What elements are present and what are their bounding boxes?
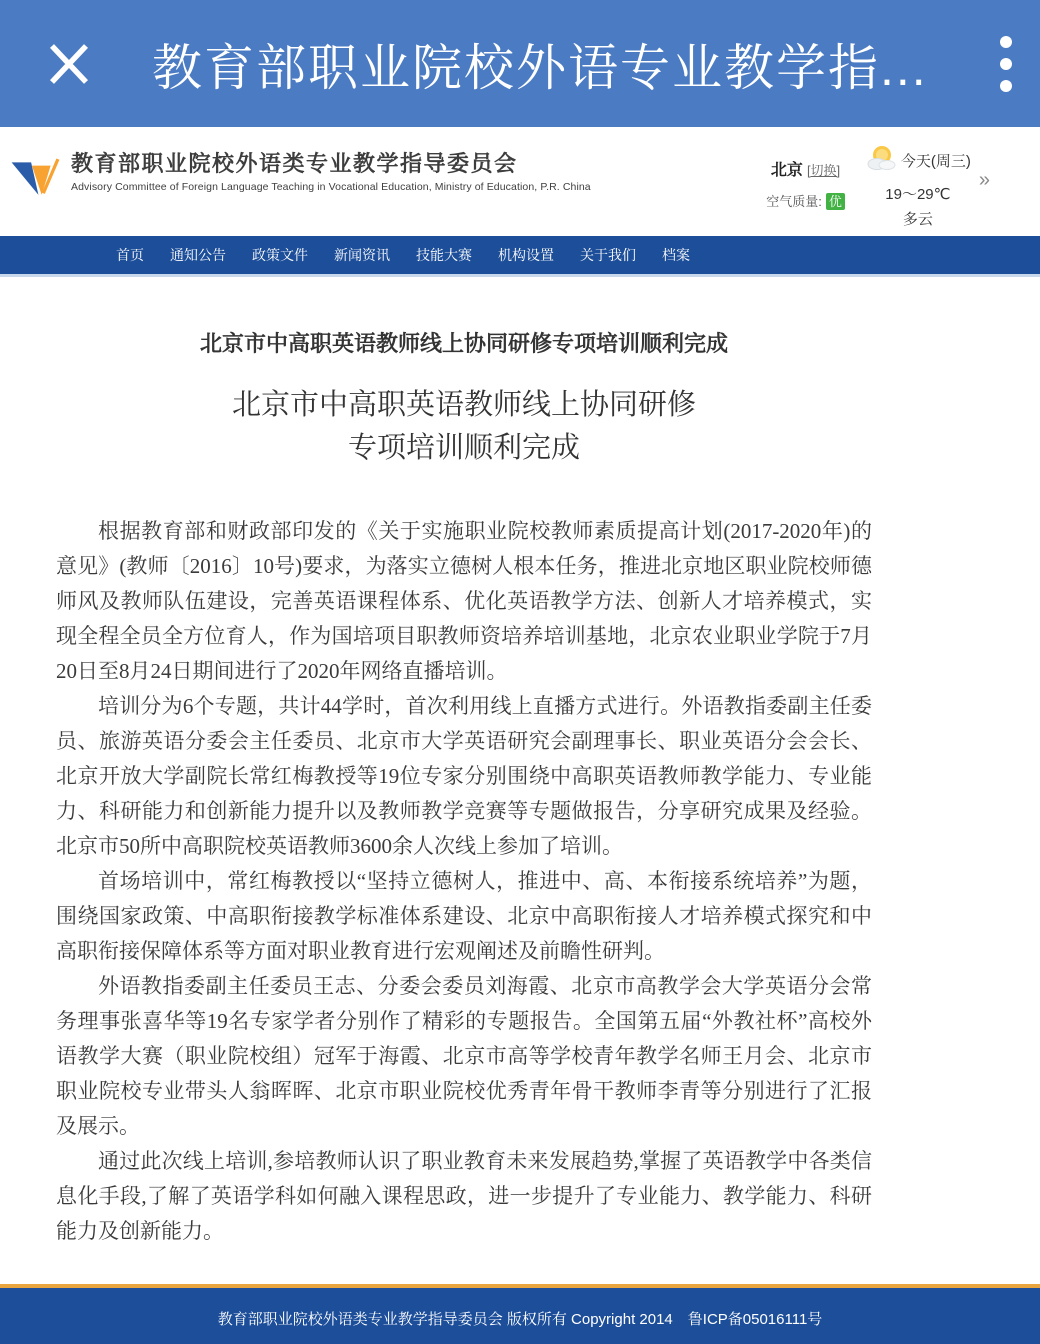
browser-top-bar <box>0 0 1040 127</box>
sun-cloud-icon <box>865 143 899 178</box>
air-quality-label: 空气质量: <box>766 194 822 209</box>
site-logo-link[interactable] <box>10 149 591 210</box>
article-paragraph: 通过此次线上培训,参培教师认识了职业教育未来发展趋势,掌握了英语教学中各类信息化手段,了解了英语学科如何融入课程思政，进一步提升了专业能力、教学能力、科研能力及创新能力。 <box>56 1149 872 1243</box>
site-footer <box>0 1284 1040 1344</box>
browser-page-title: 教育部职业院校外语专业教学指... <box>152 39 928 96</box>
committee-logo-icon <box>10 149 62 210</box>
nav-item-organization[interactable]: 机构设置 <box>498 247 554 263</box>
weather-more-arrow[interactable]: » <box>978 169 990 191</box>
article-paragraph: 首场培训中，常红梅教授以“坚持立德树人，推进中、高、本衔接系统培养”为题，围绕国家政策、中高职衔接教学标准体系建设、北京中高职衔接人才培养模式探究和中高职衔接保障体系等方面对职业教育进行宏观阐述及前瞻性研判。 <box>56 869 872 963</box>
article-kicker: 北京市中高职英语教师线上协同研修专项培训顺利完成 <box>199 331 728 356</box>
article-title-line-1: 北京市中高职英语教师线上协同研修 <box>231 389 696 421</box>
nav-item-skills-competition[interactable]: 技能大赛 <box>416 247 472 263</box>
article-paragraph: 培训分为6个专题，共计44学时，首次利用线上直播方式进行。外语教指委副主任委员、旅游英语分委会主任委员、北京市大学英语研究会副理事长、职业英语分会会长、北京开放大学副院长常红梅教授等19位专家分别围绕中高职英语教师教学能力、专业能力、科研能力和创新能力提升以及教师教学竞赛等专题做报告，分享研究成果及经验。北京市50所中高职院校英语教师3600余人次线上参加了培训。 <box>56 694 872 858</box>
footer-copyright: 教育部职业院校外语类专业教学指导委员会 版权所有 Copyright 2014 鲁ICP备05016111号 <box>217 1311 823 1328</box>
nav-item-about-us[interactable]: 关于我们 <box>580 247 636 263</box>
nav-item-policies[interactable]: 政策文件 <box>252 247 308 263</box>
weather-condition: 多云 <box>902 211 933 228</box>
org-name-en: Advisory Committee of Foreign Language Teaching in Vocational Education, Ministry of Education, P.R. China <box>71 181 591 193</box>
weather-day: 今天(周三) <box>900 153 971 170</box>
main-nav <box>0 236 1040 277</box>
city-switch-link[interactable]: [切换] <box>806 163 841 178</box>
site-header <box>0 127 1040 236</box>
close-icon[interactable] <box>46 41 92 87</box>
article-paragraph: 外语教指委副主任委员王志、分委会委员刘海霞、北京市高教学会大学英语分会常务理事张喜华等19名专家学者分别作了精彩的专题报告。全国第五届“外教社杯”高校外语教学大赛（职业院校组）冠军于海霞、北京市高等学校青年教学名师王月会、北京市职业院校专业带头人翁晖晖、北京市职业院校优秀青年骨干教师李青等分别进行了汇报及展示。 <box>56 974 872 1138</box>
nav-item-archive[interactable]: 档案 <box>662 247 690 263</box>
nav-item-news[interactable]: 新闻资讯 <box>334 247 390 263</box>
article-title-line-2: 专项培训顺利完成 <box>347 432 580 464</box>
article-body <box>56 514 872 1249</box>
weather-widget <box>766 143 990 229</box>
article-content <box>0 277 1040 1249</box>
nav-item-notices[interactable]: 通知公告 <box>170 247 226 263</box>
org-name-zh: 教育部职业院校外语类专业教学指导委员会 <box>71 151 518 176</box>
air-quality-badge: 优 <box>826 193 845 210</box>
article-paragraph: 根据教育部和财政部印发的《关于实施职业院校教师素质提高计划(2017-2020年)的意见》(教师〔2016〕10号)要求，为落实立德树人根本任务，推进北京地区职业院校师德师风及教师队伍建设，完善英语课程体系、优化英语教学方法、创新人才培养模式，实现全程全员全方位育人，作为国培项目职教师资培养培训基地，北京农业职业学院于7月20日至8月24日期间进行了2020年网络直播培训。 <box>56 519 872 683</box>
nav-item-home[interactable]: 首页 <box>116 247 144 263</box>
article-title <box>56 384 872 470</box>
kebab-menu-icon[interactable] <box>996 32 1016 96</box>
weather-city: 北京 <box>770 162 803 179</box>
weather-temperature: 19～29℃ <box>885 186 951 203</box>
